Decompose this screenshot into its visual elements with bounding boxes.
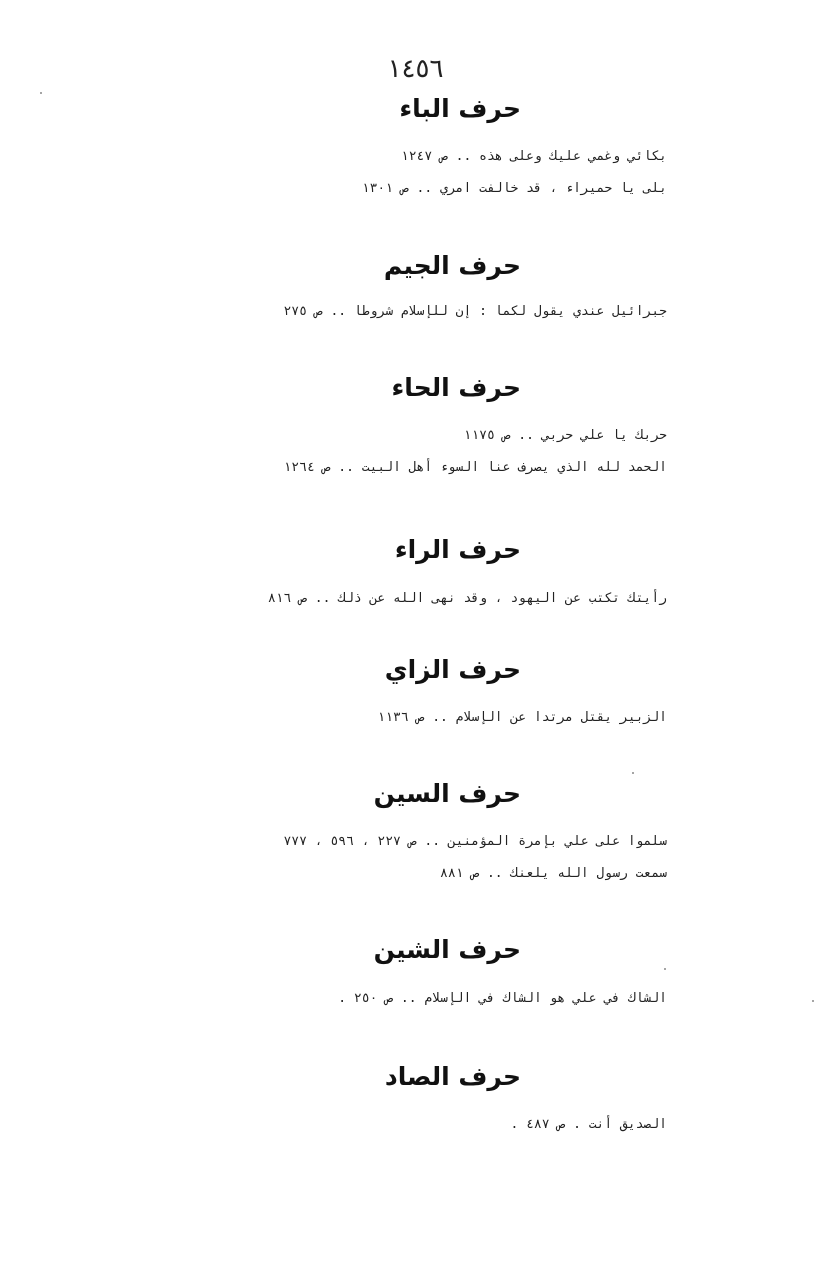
entry-jim-1: جبرائيل عندي يقول لكما : إن للإسلام شروطا .. ص ٢٧٥ bbox=[283, 304, 667, 319]
entry-sin-1: سلموا على علي بإمرة المؤمنين .. ص ٢٢٧ ، ٥٩٦ ، ٧٧٧ bbox=[283, 834, 667, 849]
entry-shin-1: الشاك في علي هو الشاك في الإسلام .. ص ٢٥٠ . bbox=[338, 991, 667, 1006]
section-heading-ha: حرف الحاء bbox=[391, 373, 521, 402]
entry-ba-2: بلى يا حميراء ، قد خالفت امري .. ص ١٣٠١ bbox=[361, 181, 667, 196]
section-heading-sad: حرف الصاد bbox=[384, 1062, 521, 1091]
entry-ra-1: رأيتك تكتب عن اليهود ، وقد نهى الله عن ذلك .. ص ٨١٦ bbox=[267, 591, 667, 606]
section-heading-zay: حرف الزاي bbox=[384, 655, 521, 684]
scan-speck bbox=[812, 1000, 814, 1002]
section-heading-ba: حرف الباء bbox=[399, 94, 521, 123]
scan-speck bbox=[40, 92, 42, 94]
section-heading-ra: حرف الراء bbox=[394, 535, 521, 564]
section-heading-shin: حرف الشين bbox=[373, 935, 521, 964]
entry-sin-2: سمعت رسول الله يلعنك .. ص ٨٨١ bbox=[440, 866, 667, 881]
entry-sad-1: الصديق أنت . ص ٤٨٧ . bbox=[510, 1117, 667, 1132]
entry-ha-2: الحمد لله الذي يصرف عنا السوء أهل البيت .. ص ١٢٦٤ bbox=[283, 460, 667, 475]
page-number: ١٤٥٦ bbox=[387, 54, 444, 84]
section-heading-sin: حرف السين bbox=[373, 779, 521, 808]
scan-speck bbox=[632, 772, 634, 774]
section-heading-jim: حرف الجيم bbox=[383, 251, 521, 280]
entry-ha-1: حربك يا علي حربي .. ص ١١٧٥ bbox=[463, 428, 667, 443]
entry-zay-1: الزبير يقتل مرتدا عن الإسلام .. ص ١١٣٦ bbox=[377, 710, 667, 725]
scan-speck bbox=[664, 968, 666, 970]
entry-ba-1: بكائي وغمي عليك وعلى هذه .. ص ١٢٤٧ bbox=[400, 149, 667, 164]
